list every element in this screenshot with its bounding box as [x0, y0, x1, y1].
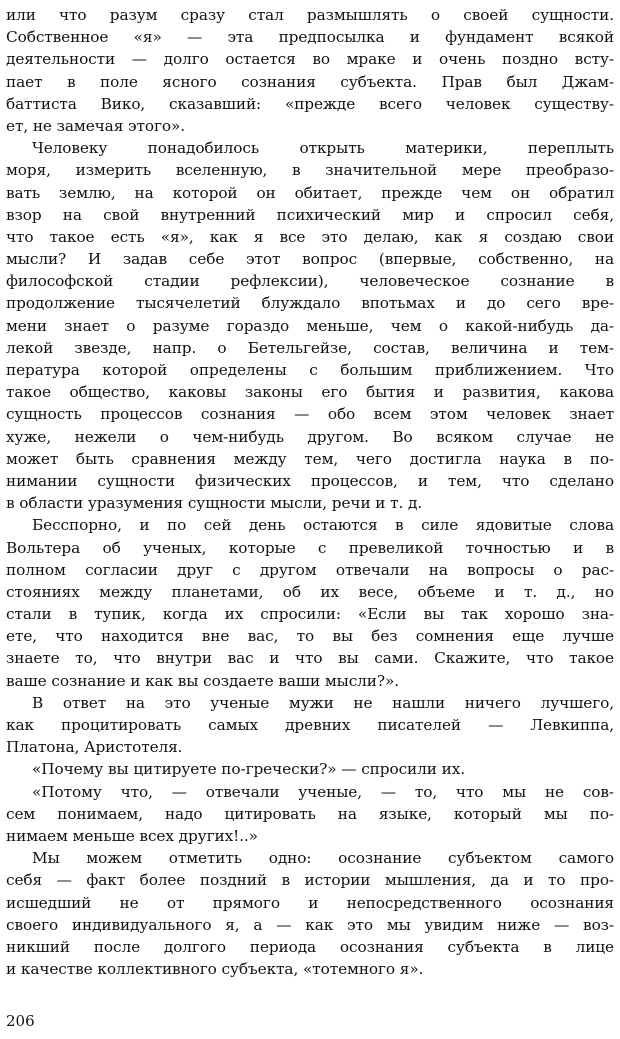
text-line-39: Мы можем отметить одно: осознание субъектом самого: [32, 849, 614, 868]
text-line-42: своего индивидуального я, а — как это мы увидим ниже — воз-: [6, 915, 614, 934]
text-line-13: философской стадии рефлексии), человеческое сознание в: [6, 272, 614, 291]
text-line-29: ете, что находится вне вас, то вы без сомнения еще лучше: [6, 627, 614, 646]
text-line-27: стояниях между планетами, об их весе, объеме и т. д., но: [6, 582, 614, 601]
text-line-11: что такое есть «я», как я все это делаю, как я создаю свои: [6, 227, 614, 246]
text-line-37: сем понимаем, надо цитировать на языке, который мы по-: [6, 804, 614, 823]
text-line-36: «Потому что, — отвечали ученые, — то, что мы не сов-: [32, 782, 614, 801]
text-line-21: может быть сравнения между тем, чего достигла наука в по-: [6, 449, 614, 468]
text-line-6: ет, не замечая этого».: [6, 116, 185, 135]
text-line-7: Человеку понадобилось открыть материки, переплыть: [32, 139, 614, 158]
text-line-3: деятельности — долго остается во мраке и очень поздно всту-: [6, 50, 614, 69]
text-line-40: себя — факт более поздний в истории мышления, да и то про-: [6, 871, 614, 890]
text-line-22: нимании сущности физических процессов, и тем, что сделано: [6, 471, 614, 490]
text-line-12: мысли? И задав себе этот вопрос (впервые, собственно, на: [6, 250, 614, 269]
text-line-44: и качестве коллективного субъекта, «тотемного я».: [6, 960, 424, 979]
text-line-14: продолжение тысячелетий блуждало впотьмах и до сего вре-: [6, 294, 614, 313]
text-line-41: исшедший не от прямого и непосредственного осознания: [6, 893, 614, 912]
text-line-9: вать землю, на которой он обитает, прежде чем он обратил: [6, 183, 614, 202]
text-line-10: взор на свой внутренний психический мир и спросил себя,: [6, 205, 614, 224]
text-line-38: нимаем меньше всех других!..»: [6, 826, 258, 845]
text-line-4: пает в поле ясного сознания субъекта. Прав был Джам-: [6, 72, 614, 91]
text-line-15: мени знает о разуме гораздо меньше, чем о какой-нибудь да-: [6, 316, 614, 335]
text-line-25: Вольтера об ученых, которые с превеликой точностью и в: [6, 538, 614, 557]
text-line-16: лекой звезде, напр. о Бетельгейзе, состав, величина и тем-: [6, 338, 614, 357]
text-line-18: такое общество, каковы законы его бытия и развития, какова: [6, 383, 614, 402]
text-line-1: или что разум сразу стал размышлять о своей сущности.: [6, 6, 614, 24]
text-line-34: Платона, Аристотеля.: [6, 738, 183, 757]
text-line-5: баттиста Вико, сказавший: «прежде всего человек существу-: [6, 94, 614, 113]
text-line-26: полном согласии друг с другом отвечали на вопросы о рас-: [6, 560, 614, 579]
text-line-43: никший после долгого периода осознания субъекта в лице: [6, 937, 614, 956]
text-line-31: ваше сознание и как вы создаете ваши мысли?».: [6, 671, 399, 690]
text-line-23: в области уразумения сущности мысли, речи и т. д.: [6, 494, 423, 513]
text-line-19: сущность процессов сознания — обо всем этом человек знает: [6, 405, 614, 424]
text-line-30: знаете то, что внутри вас и что вы сами. Скажите, что такое: [6, 649, 614, 668]
text-line-17: пература которой определены с большим приближением. Что: [6, 361, 614, 379]
text-line-8: моря, измерить вселенную, в значительной мере преобразо-: [6, 161, 614, 180]
text-line-20: хуже, нежели о чем-нибудь другом. Во всяком случае не: [6, 427, 614, 446]
text-line-2: Собственное «я» — эта предпосылка и фундамент всякой: [6, 28, 614, 47]
text-line-35: «Почему вы цитируете по-гречески?» — спросили их.: [32, 760, 465, 779]
text-line-28: стали в тупик, когда их спросили: «Если вы так хорошо зна-: [6, 605, 614, 624]
page-number: 206: [6, 1012, 35, 1030]
text-line-24: Бесспорно, и по сей день остаются в силе ядовитые слова: [32, 516, 614, 535]
text-line-33: как процитировать самых древних писателей — Левкиппа,: [6, 716, 614, 734]
text-line-32: В ответ на это ученые мужи не нашли ничего лучшего,: [32, 693, 614, 712]
